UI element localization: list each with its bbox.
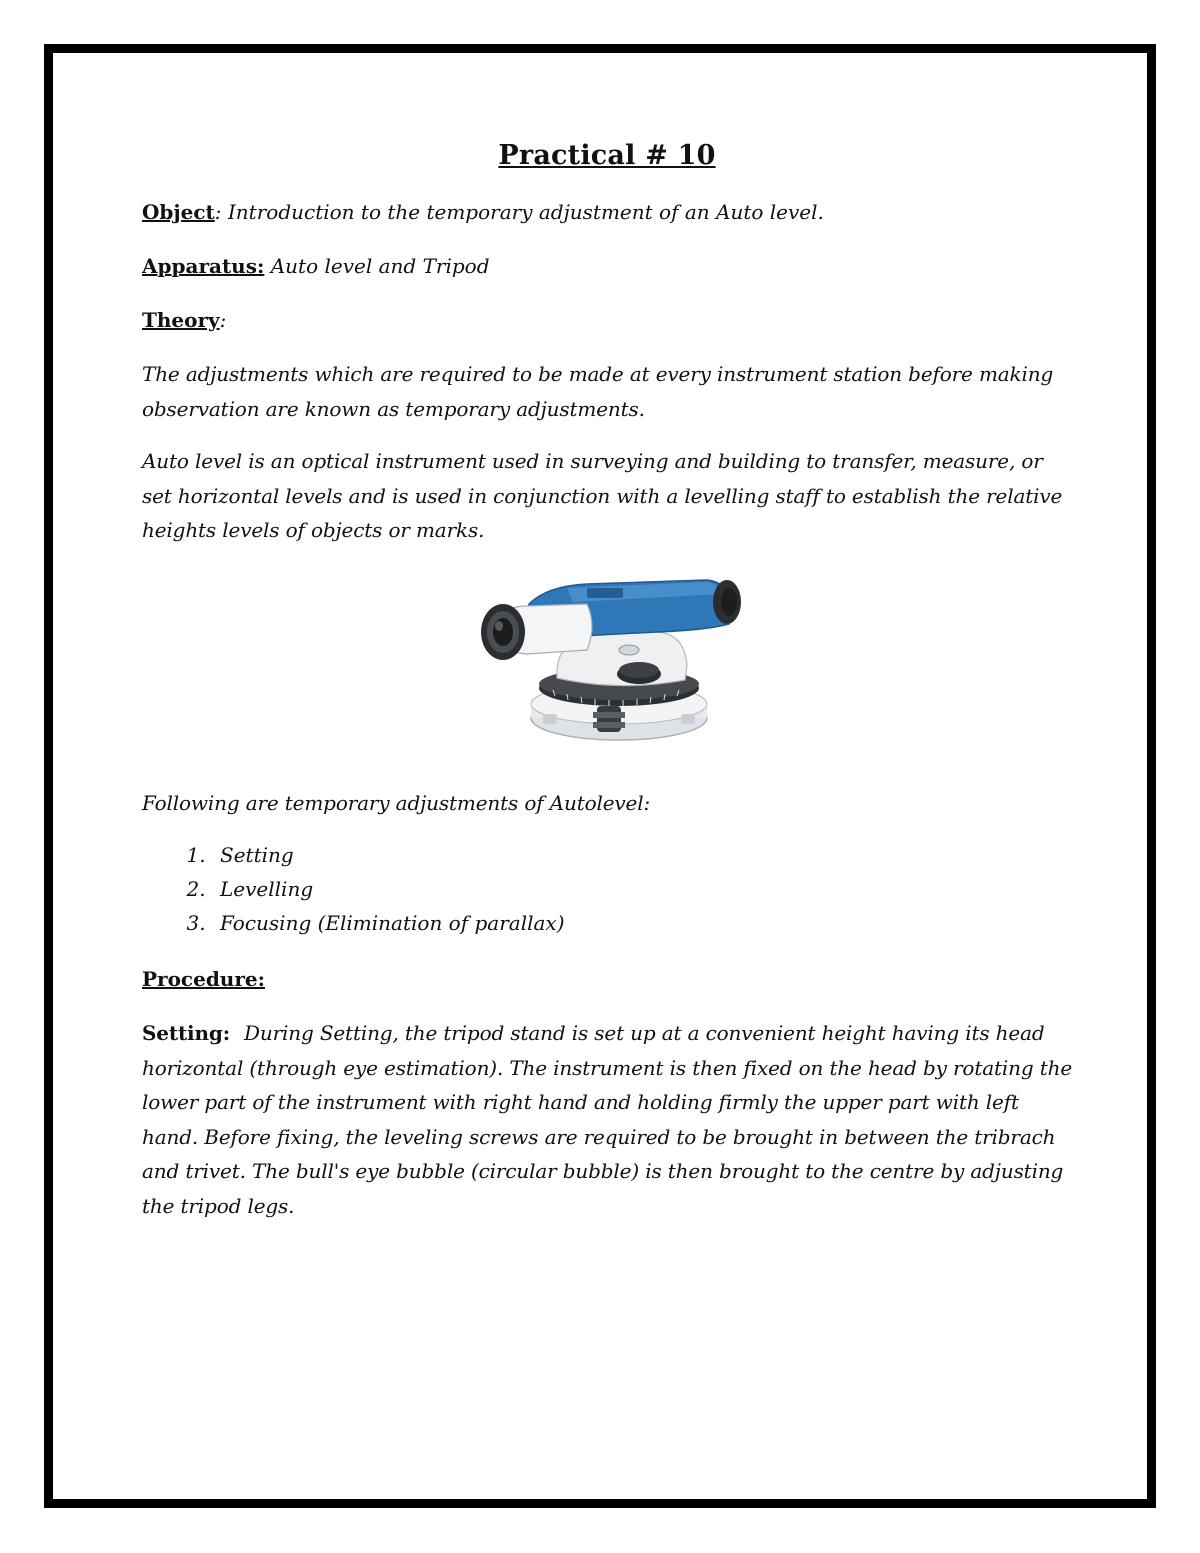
object-line	[142, 195, 1072, 229]
setting-paragraph	[142, 1016, 1072, 1223]
theory-heading	[142, 303, 1072, 337]
theory-paragraph: The adjustments which are required to be made at every instrument station before making observation are known as temporary adjustments.	[142, 362, 1054, 421]
adjustments-intro: Following are temporary adjustments of Autolevel:	[142, 790, 651, 815]
apparatus-label: Apparatus:	[142, 254, 265, 278]
page-title: Practical # 10	[498, 140, 716, 171]
setting-text: During Setting, the tripod stand is set up at a convenient height having its head horizontal (through eye estimation). The instrument is then fixed on the head by rotating the lower part of the instrument with right hand and holding firmly the upper part with left hand. Before fixing, the leveling screws are required to be brought in between the tribrach and trivet. The bull's eye bubble (circular bubble) is then brought to the centre by adjusting the tripod legs.	[142, 1021, 1073, 1218]
list-item: 3. Focusing (Elimination of parallax)	[212, 906, 1072, 940]
theory-paragraph: Auto level is an optical instrument used in surveying and building to transfer, measure, or set horizontal levels and is used in conjunction with a levelling staff to establish the relative heights levels of objects or marks.	[142, 449, 1063, 542]
apparatus-line	[142, 249, 1072, 283]
auto-level-instrument-icon	[457, 566, 757, 756]
auto-level-figure	[457, 566, 757, 756]
apparatus-text: Auto level and Tripod	[264, 254, 490, 278]
object-colon: :	[214, 200, 222, 224]
object-label: Object	[142, 200, 215, 224]
list-item: 2. Levelling	[212, 872, 1072, 906]
document-content	[142, 140, 1072, 1223]
list-item: 1. Setting	[212, 838, 1072, 872]
object-text: Introduction to the temporary adjustment of an Auto level.	[221, 200, 824, 224]
adjustments-list	[142, 838, 1072, 940]
setting-label: Setting:	[142, 1021, 230, 1045]
procedure-heading: Procedure:	[142, 967, 265, 991]
theory-colon: :	[219, 308, 227, 332]
theory-label: Theory	[142, 308, 220, 332]
